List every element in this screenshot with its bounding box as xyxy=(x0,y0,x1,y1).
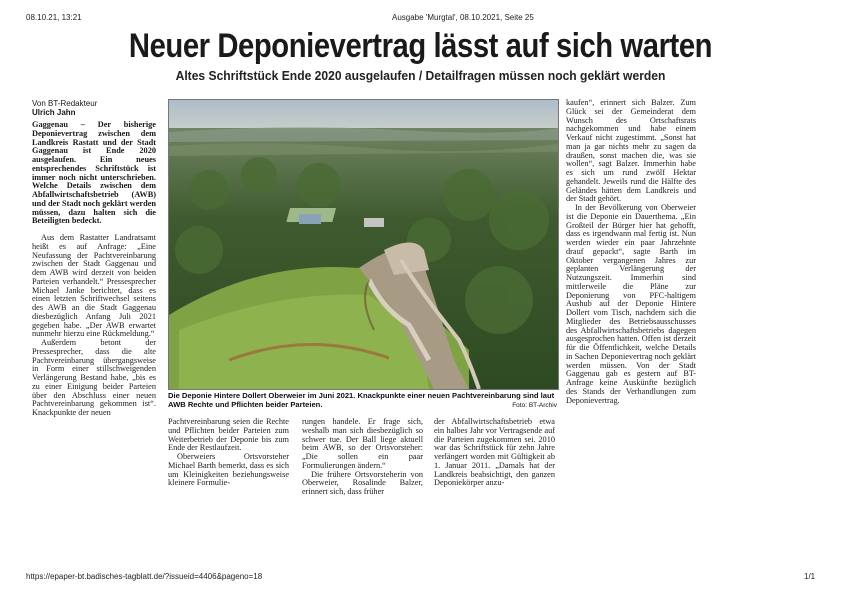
print-page-number: 1/1 xyxy=(804,572,816,581)
body-paragraph: kaufen“, erinnert sich Balzer. Zum Glück sei der Gemeinderat dem Wunsch des Ortschaftsrats nachgekommen und habe einem Verkauf nicht zugestimmt. „Sonst hat man ja gar nichts mehr zu sagen da draußen, sonst machen die, was sie wollen“, sagt Balzer. Immerhin habe es sich um rund zwölf Hektar gehandelt. Jeweils rund die Hälfte des Geländes hätten dem Landkreis und der Stadt gehört. xyxy=(566,99,696,204)
byline-author: Ulrich Jahn xyxy=(32,108,76,117)
landfill-aerial-photo xyxy=(168,99,559,390)
article-column-2 xyxy=(168,418,289,520)
body-paragraph: Aus dem Rastatter Landratsamt heißt es auf Anfrage: „Eine Neufassung der Pachtvereinbarung zwischen der Stadt Gaggenau und dem AWB wird derzeit von beiden Parteien verhandelt.“ Pressesprecher Michael Janke berichtet, dass es einen letzten Schriftwechsel seitens des AWB an die Stadt Gaggenau diesbezüglich Anfang Juli 2021 gegeben habe. „Der AWB erwartet nunmehr hierzu eine Rückmeldung.“ xyxy=(32,233,156,339)
article-lead: Gaggenau – Der bisherige Deponievertrag zwischen dem Landkreis Rastatt und der Stadt Gaggenau ist Ende 2020 ausgelaufen. Ein neues entsprechendes Schriftstück ist immer noch nicht unterschrieben. Welche Details zwischen dem Abfallwirtschaftsbetrieb (AWB) und der Stadt noch geklärt werden müssen, dazu halten sich die Beteiligten bedeckt. xyxy=(32,120,156,226)
body-paragraph: Pachtvereinbarung seien die Rechte und Pflichten beider Parteien zum Weiterbetrieb der Deponie bis zum Ende der Restlaufzeit. xyxy=(168,418,289,453)
body-paragraph: In der Bevölkerung von Oberweier ist die Deponie ein Dauerthema. „Ein Großteil der Bürger hier hat gehofft, dass es irgendwann mal fertig ist. Nun werden wieder ein paar Jahrzehnte drauf gepackt“, sagte Barth im Oktober vergangenen Jahres zur geplanten Verlängerung der Nutzungszeit. Immerhin sind mittlerweile die Pläne zur Deponierung von PFC-haltigem Aushub auf der Deponie Hintere Dollert vom Tisch, nachdem sich die Mitglieder des Betriebsausschusses des Abfallwirtschaftsbetriebs dagegen ausgesprochen hatten. Offen ist derzeit für die Öffentlichkeit, welche Details in Sachen Deponievertrag noch geklärt werden müssen. Von der Stadt Gaggenau gab es gestern auf BT-Anfrage keine Auskünfte bezüglich des Stands der Verhandlungen zum Deponievertrag. xyxy=(566,203,696,405)
article-subheadline: Altes Schriftstück Ende 2020 ausgelaufen / Detailfragen müssen noch geklärt werden xyxy=(175,68,666,83)
article-column-1 xyxy=(32,99,156,519)
body-paragraph: der Abfallwirtschaftsbetrieb etwa ein halbes Jahr vor Vertragsende auf die Parteien zugekommen sei. 2010 war das Schriftstück für zehn Jahre verlängert worden mit Gültigkeit ab 1. Januar 2011. „Damals hat der Landkreis beabsichtigt, den ganzen Deponiekörper anzu- xyxy=(434,418,555,488)
article-headline: Neuer Deponievertrag lässt auf sich warten xyxy=(128,27,713,65)
article-column-4 xyxy=(434,418,555,520)
body-paragraph: rungen handele. Er frage sich, weshalb man sich diesbezüglich so schwer tue. Der Ball liege aktuell beim AWB, so der Ortsvorsteher: „Die sollen ein paar Formulierungen ändern.“ xyxy=(302,418,423,470)
photo-caption-text: Die Deponie Hintere Dollert Oberweier im Juni 2021. Knackpunkte einer neuen Pachtvereinbarung sind laut AWB Rechte und Pflichten beider Parteien. xyxy=(168,391,555,409)
byline xyxy=(32,99,156,117)
body-text-row xyxy=(168,418,558,520)
print-url-link[interactable]: https://epaper-bt.badisches-tagblatt.de/?issueid=4406&pageno=18 xyxy=(26,572,263,581)
article-column-3 xyxy=(302,418,423,520)
byline-role: Von BT-Redakteur xyxy=(32,99,98,108)
body-paragraph: Außerdem betont der Pressesprecher, dass die alte Pachtvereinbarung übergangsweise in Form einer stillschweigenden Verlängerung Bestand habe, „bis es zu einer Einigung beider Parteien über den Abschluss einer neuen Pachtvereinbarung gekommen ist“. Knackpunkte der neuen xyxy=(32,338,156,417)
photo-credit: Foto: BT-Archiv xyxy=(512,402,557,409)
body-paragraph: Die frühere Ortsvorsteherin von Oberweier, Rosalinde Balzer, erinnert sich, dass früher xyxy=(302,469,423,496)
body-paragraph: Oberweiers Ortsvorsteher Michael Barth bemerkt, dass es sich um Kleinigkeiten beziehungsweise kleinere Formulie- xyxy=(168,452,289,488)
photo-caption xyxy=(168,391,557,410)
print-datetime: 08.10.21, 13:21 xyxy=(26,13,82,22)
print-source: Ausgabe 'Murgtal', 08.10.2021, Seite 25 xyxy=(392,13,534,22)
article-column-5 xyxy=(566,99,696,519)
